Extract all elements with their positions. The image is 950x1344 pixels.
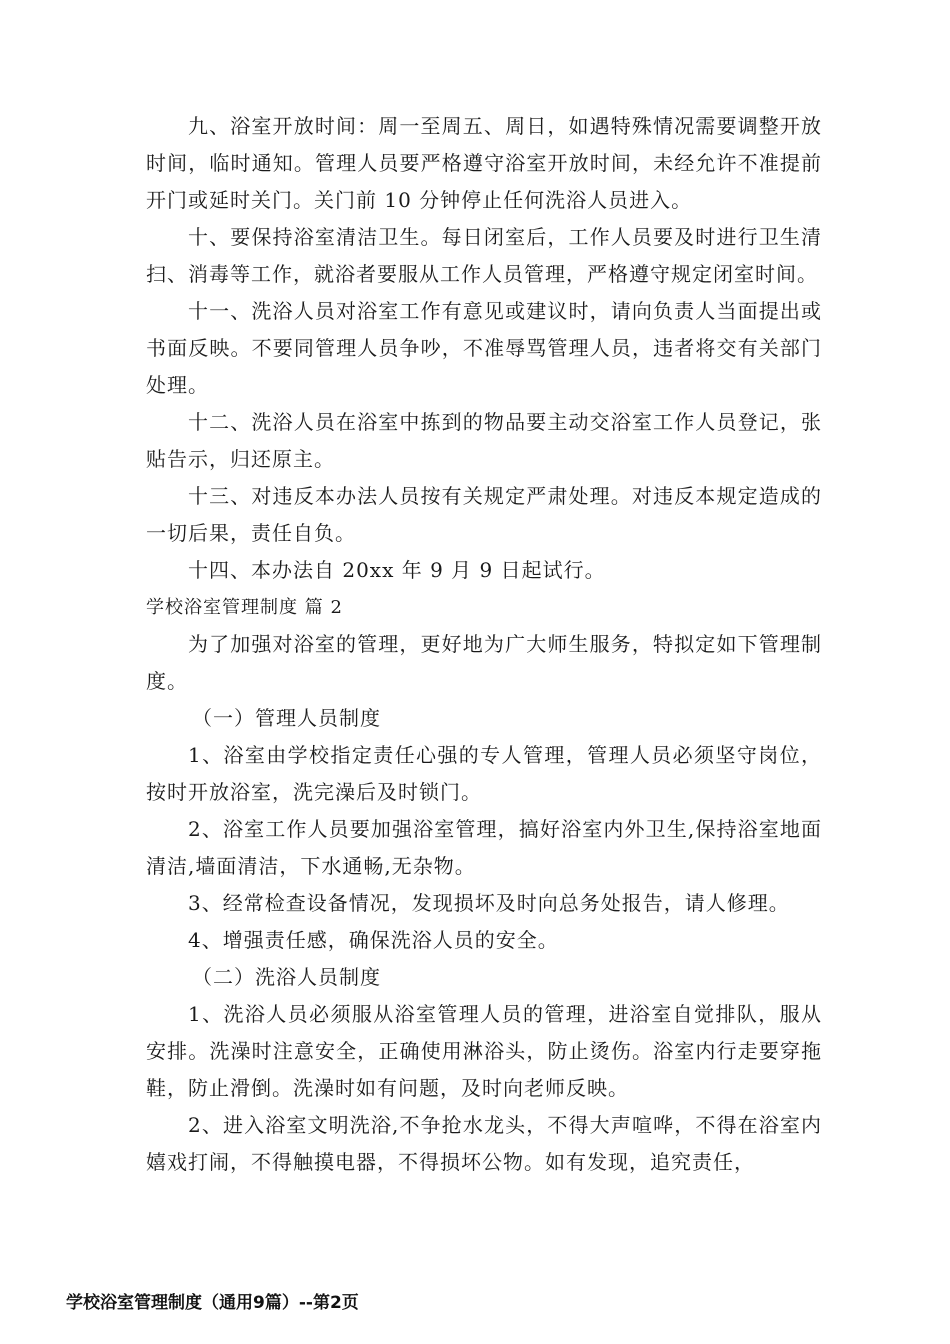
staff-rule-2: 2、浴室工作人员要加强浴室管理，搞好浴室内外卫生,保持浴室地面清洁,墙面清洁，下水通畅,无杂物。 <box>146 817 822 878</box>
bather-rule-1: 1、洗浴人员必须服从浴室管理人员的管理，进浴室自觉排队，服从安排。洗澡时注意安全，正确使用淋浴头，防止烫伤。浴室内行走要穿拖鞋，防止滑倒。洗澡时如有问题，及时向老师反映。 <box>146 1002 822 1100</box>
document-body <box>146 108 822 1181</box>
staff-rule-4: 4、增强责任感，确保洗浴人员的安全。 <box>188 928 559 952</box>
subsection-title-staff: （一）管理人员制度 <box>192 706 381 730</box>
section-title: 学校浴室管理制度 篇 2 <box>146 597 343 618</box>
staff-rule-1: 1、浴室由学校指定责任心强的专人管理，管理人员必须坚守岗位，按时开放浴室，洗完澡后及时锁门。 <box>146 743 822 804</box>
bather-rule-2: 2、进入浴室文明洗浴,不争抢水龙头，不得大声喧哗，不得在浴室内嬉戏打闹，不得触摸电器，不得损坏公物。如有发现，追究责任， <box>146 1113 822 1174</box>
paragraph-rule-14: 十四、本办法自 20xx 年 9 月 9 日起试行。 <box>188 558 606 582</box>
paragraph-rule-13: 十三、对违反本办法人员按有关规定严肃处理。对违反本规定造成的一切后果，责任自负。 <box>146 484 822 545</box>
paragraph-rule-10: 十、要保持浴室清洁卫生。每日闭室后，工作人员要及时进行卫生清扫、消毒等工作，就浴者要服从工作人员管理，严格遵守规定闭室时间。 <box>146 225 822 286</box>
subsection-title-bathers: （二）洗浴人员制度 <box>192 965 381 989</box>
staff-rule-3: 3、经常检查设备情况，发现损坏及时向总务处报告，请人修理。 <box>188 891 790 915</box>
intro-paragraph: 为了加强对浴室的管理，更好地为广大师生服务，特拟定如下管理制度。 <box>146 632 822 693</box>
paragraph-rule-12: 十二、洗浴人员在浴室中拣到的物品要主动交浴室工作人员登记，张贴告示，归还原主。 <box>146 410 822 471</box>
page-footer: 学校浴室管理制度（通用9篇）--第2页 <box>66 1293 359 1313</box>
paragraph-rule-9: 九、浴室开放时间：周一至周五、周日，如遇特殊情况需要调整开放时间，临时通知。管理人员要严格遵守浴室开放时间，未经允许不准提前开门或延时关门。关门前 10 分钟停止任何洗浴人员进入。 <box>146 114 822 212</box>
paragraph-rule-11: 十一、洗浴人员对浴室工作有意见或建议时，请向负责人当面提出或书面反映。不要同管理人员争吵，不准辱骂管理人员，违者将交有关部门处理。 <box>146 299 822 397</box>
